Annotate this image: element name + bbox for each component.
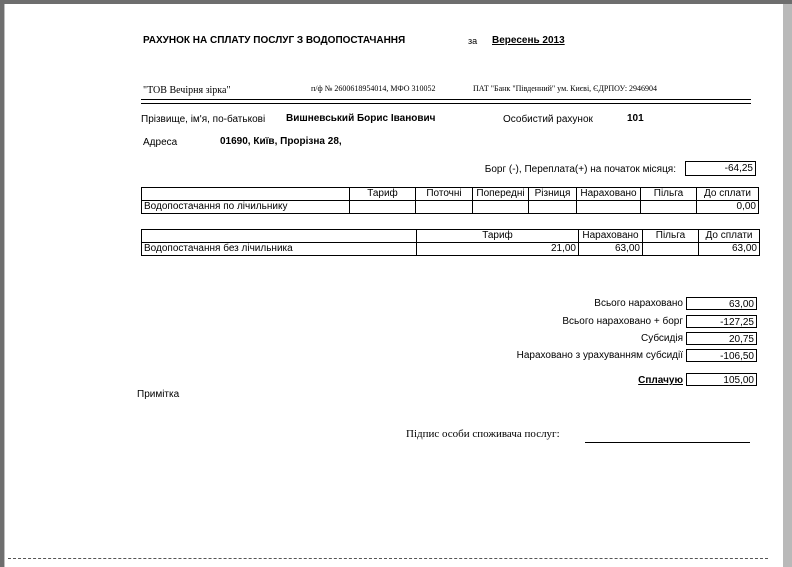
- table-cell: Водопостачання без лічильника: [142, 243, 417, 256]
- separator-line: [141, 103, 751, 104]
- table-header-cell: Різниця: [529, 188, 577, 201]
- table-header-row: [142, 230, 760, 243]
- table-cell: 63,00: [699, 243, 760, 256]
- table-cell: [577, 201, 641, 214]
- table-header-cell: [142, 188, 350, 201]
- table-cell: 63,00: [579, 243, 643, 256]
- debt-label: Борг (-), Переплата(+) на початок місяця:: [484, 164, 676, 175]
- pay-value: 105,00: [686, 373, 757, 386]
- table-cell: Водопостачання по лічильнику: [142, 201, 350, 214]
- invoice-title: РАХУНОК НА СПЛАТУ ПОСЛУГ З ВОДОПОСТАЧАННЯ: [143, 35, 406, 46]
- table-header-cell: Пільга: [641, 188, 697, 201]
- table-cell: [350, 201, 416, 214]
- table-cell: [473, 201, 529, 214]
- table-cell: [643, 243, 699, 256]
- table-cell: [641, 201, 697, 214]
- page-shadow: [783, 4, 792, 567]
- table-header-cell: Поточні: [416, 188, 473, 201]
- account-number: 101: [627, 113, 644, 124]
- client-address: 01690, Київ, Прорізна 28,: [220, 136, 342, 147]
- subsidy-value: 20,75: [686, 332, 757, 345]
- table-row: [142, 201, 759, 214]
- note-label: Примітка: [137, 389, 180, 400]
- total-label: Всього нараховано: [594, 298, 683, 309]
- account-label: Особистий рахунок: [503, 114, 593, 125]
- unmetered-table: [141, 229, 760, 256]
- metered-table: [141, 187, 759, 214]
- table-header-cell: Нараховано: [579, 230, 643, 243]
- table-header-cell: Пільга: [643, 230, 699, 243]
- cut-line: [8, 558, 768, 559]
- client-name: Вишневський Борис Іванович: [286, 113, 436, 124]
- invoice-period: Вересень 2013: [492, 35, 565, 46]
- supplier-bank: ПАТ "Банк "Південний" ум. Києві, ЄДРПОУ: 2946904: [473, 84, 658, 93]
- total-with-debt-value: -127,25: [686, 315, 757, 328]
- table-header-cell: Тариф: [417, 230, 579, 243]
- table-cell: 21,00: [417, 243, 579, 256]
- debt-value: -64,25: [685, 161, 756, 176]
- supplier-name: "ТОВ Вечірня зірка": [143, 85, 231, 96]
- table-cell: [529, 201, 577, 214]
- signature-label: Підпис особи споживача послуг:: [406, 428, 560, 440]
- table-header-cell: До сплати: [699, 230, 760, 243]
- table-header-cell: Попередні: [473, 188, 529, 201]
- table-cell: [416, 201, 473, 214]
- period-prefix: за: [468, 36, 478, 46]
- signature-line: [585, 442, 750, 443]
- client-name-label: Прізвище, ім'я, по-батькові: [141, 114, 266, 125]
- with-subsidy-label: Нараховано з урахуванням субсидії: [516, 350, 683, 361]
- subsidy-label: Субсидія: [640, 333, 683, 344]
- total-with-debt-label: Всього нараховано + борг: [562, 316, 683, 327]
- table-header-cell: Нараховано: [577, 188, 641, 201]
- table-header-cell: Тариф: [350, 188, 416, 201]
- pay-label: Сплачую: [638, 375, 683, 386]
- table-row: [142, 243, 760, 256]
- separator-line: [141, 99, 751, 100]
- with-subsidy-value: -106,50: [686, 349, 757, 362]
- supplier-account: п/ф № 2600618954014, МФО 310052: [311, 84, 436, 93]
- total-value: 63,00: [686, 297, 757, 310]
- table-header-row: [142, 188, 759, 201]
- address-label: Адреса: [143, 137, 178, 148]
- table-cell: 0,00: [697, 201, 759, 214]
- table-header-cell: [142, 230, 417, 243]
- table-header-cell: До сплати: [697, 188, 759, 201]
